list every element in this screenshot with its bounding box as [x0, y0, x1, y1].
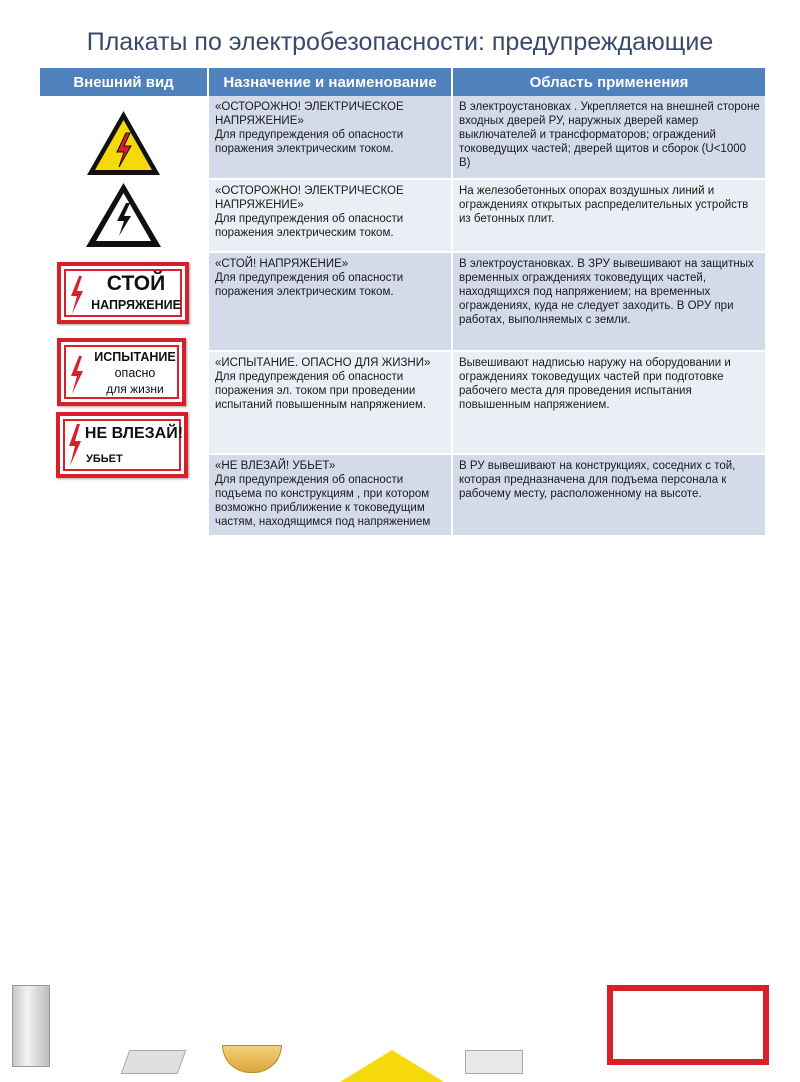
lightning-icon	[69, 276, 85, 314]
purpose-cell: «ОСТОРОЖНО! ЭЛЕКТРИЧЕСКОЕ НАПРЯЖЕНИЕ» Для предупреждения об опасности поражения электрическим током.	[208, 179, 452, 252]
scope-cell: На железобетонных опорах воздушных линий и ограждениях открытых распределительных устройств из бетонных плит.	[452, 179, 765, 252]
header-appearance: Внешний вид	[40, 68, 208, 96]
sign-test-line2: опасно	[114, 366, 156, 380]
scope-cell: В РУ вывешивают на конструкциях, соседних с той, которая предназначена для подъема персонала к рабочему месту, расположенному на высоте.	[452, 454, 765, 536]
sign-caution-voltage-triangle	[84, 181, 163, 249]
background-base	[121, 1050, 187, 1074]
background-cabinet	[12, 985, 50, 1067]
warning-triangle-icon	[84, 107, 163, 179]
lightning-icon	[67, 424, 83, 466]
sign-caution-voltage-square	[84, 107, 163, 179]
scope-cell: В электроустановках . Укрепляется на внешней стороне входных дверей РУ, наружных дверей камер выключателей и трансформаторов; ограждений токоведущих частей; дверей щитов и сборок (U<1000 В)	[452, 96, 765, 179]
sign-stop-voltage	[57, 262, 189, 324]
sign-test-line3: для жизни	[106, 382, 164, 396]
purpose-cell: «ИСПЫТАНИЕ. ОПАСНО ДЛЯ ЖИЗНИ» Для предупреждения об опасности поражения эл. током при проведении испытаний повышенным напряжением.	[208, 351, 452, 454]
header-scope: Область применения	[452, 68, 765, 96]
background-red-frame	[607, 985, 769, 1065]
table-header-row	[40, 68, 765, 96]
sign-nolez-line1: НЕ ВЛЕЗАЙ!	[84, 425, 184, 442]
scope-cell: В электроустановках. В ЗРУ вывешивают на защитных временных ограждениях токоведущих частей, находящихся под напряжением; на временных ограждениях, куда не следует заходить. В ОРУ при работах, выполняемых с земли.	[452, 252, 765, 351]
purpose-cell: «НЕ ВЛЕЗАЙ! УБЬЕТ» Для предупреждения об опасности подъема по конструкциям , при котором возможно приближение к токоведущим частям, находящимся под напряжением	[208, 454, 452, 536]
background-warning-triangle	[340, 1050, 444, 1082]
sign-test-line1: ИСПЫТАНИЕ	[94, 350, 176, 364]
sign-stop-line2: НАПРЯЖЕНИЕ	[91, 298, 181, 312]
scope-cell: Вывешивают надписью наружу на оборудовании и ограждениях токоведущих частей при подготовке рабочего места для проведения испытания повышенным напряжением.	[452, 351, 765, 454]
sign-nolez-line2: УБЬЕТ	[86, 453, 123, 465]
background-cup	[222, 1045, 282, 1073]
lightning-icon	[69, 356, 85, 394]
purpose-cell: «ОСТОРОЖНО! ЭЛЕКТРИЧЕСКОЕ НАПРЯЖЕНИЕ» Для предупреждения об опасности поражения электрическим током.	[208, 96, 452, 179]
header-purpose: Назначение и наименование	[208, 68, 452, 96]
warning-triangle-icon	[84, 181, 163, 249]
purpose-cell: «СТОЙ! НАПРЯЖЕНИЕ» Для предупреждения об опасности поражения электрическим током.	[208, 252, 452, 351]
sign-do-not-climb	[56, 412, 188, 478]
sign-test-danger	[57, 338, 186, 406]
page-title: Плакаты по электробезопасности: предупреждающие	[86, 28, 714, 56]
background-box	[465, 1050, 523, 1074]
sign-stop-line1: СТОЙ	[106, 272, 166, 295]
